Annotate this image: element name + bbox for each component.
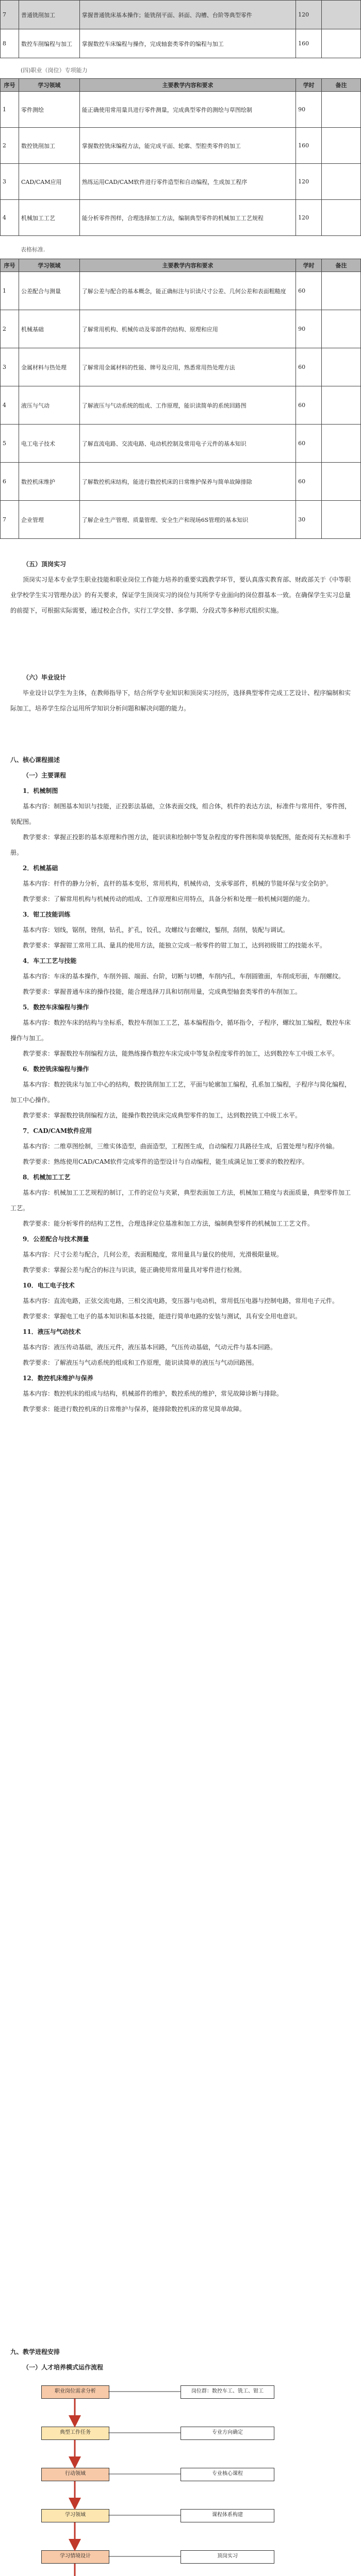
- course-paragraph: 教学要求：了解液压与气动系统的组成和工作原理，能识读简单的液压与气动回路图。: [23, 1359, 258, 1366]
- flow-connectors: [41, 2385, 278, 2576]
- table-row: 4 液压与气动 了解液压与气动系统的组成、工作原理，能识读简单的系统回路图 60: [1, 386, 361, 425]
- table-row: 6 数控机床维护 了解数控机床结构，能进行数控机床的日常维护保养与简单故障排除 60: [1, 463, 361, 501]
- table-row: 7 企业管理 了解企业生产管理、质量管理、安全生产和现场6S管理的基本知识 30: [1, 501, 361, 539]
- flow-node: 职业岗位需求分析: [41, 2385, 109, 2399]
- course-paragraph: 基本内容：数控机床的组成与结构，机械部件的维护，数控系统的维护，常见故障诊断与排除。: [23, 1390, 283, 1397]
- course-title: 4．车工工艺与技能: [23, 957, 77, 964]
- section-title: （一）主要课程: [23, 772, 67, 779]
- course-paragraph: 教学要求：能分析零件的结构工艺性，合理选择定位基准和加工方法，编制典型零件的机械加工工艺文件。: [23, 1220, 314, 1227]
- course-title: 1．机械制图: [23, 787, 58, 794]
- table-row: 3 金属材料与热处理 了解常用金属材料的性能、牌号及应用，熟悉常用热处理方法 60: [1, 348, 361, 386]
- course-paragraph: 基本内容：机械加工工艺规程的制订，工件的定位与夹紧，典型表面加工方法，机械加工精度与表面质量，典型零件加工工艺。: [10, 1189, 351, 1212]
- flow-node: 专业核心课程: [180, 2468, 274, 2481]
- course-paragraph: 教学要求：能进行数控机床的日常维护与保养，能排除数控机床的常见简单故障。: [23, 1405, 246, 1413]
- course-paragraph: 基本内容：直流电路，正弦交流电路，三相交流电路，变压器与电动机，常用低压电器与控制电路，常用电子元件。: [23, 1297, 339, 1304]
- section-internship: [10, 556, 351, 618]
- paragraph: 毕业设计以学生为主体，在教师指导下，结合所学专业知识和顶岗实习经历，选择典型零件完成工艺设计、程序编制和实际加工，培养学生综合运用所学知识分析问题和解决问题的能力。: [10, 689, 351, 712]
- course-paragraph: 基本内容：尺寸公差与配合，几何公差，表面粗糙度，常用量具与量仪的使用，光滑极限量规。: [23, 1251, 283, 1258]
- course-title: 2．机械基础: [23, 865, 58, 872]
- course-paragraph: 教学要求：掌握电工电子的基本知识和基本技能，能进行简单电路的安装与测试，具有安全用电意识。: [23, 1313, 302, 1320]
- flow-node: 典型工作任务: [41, 2427, 109, 2440]
- table-row: 3 CAD/CAM应用 熟练运用CAD/CAM软件进行零件造型和自动编程，生成加工程序 120: [1, 164, 361, 200]
- course-paragraph: 教学要求：了解常用机构与机械传动的组成、工作原理和应用特点，具备分析和处理一般机械问题的能力。: [23, 895, 314, 903]
- caption: (四)职业（岗位）专项能力: [21, 67, 88, 74]
- course-paragraph: 教学要求：掌握数控铣削编程方法，能操作数控铣床完成典型零件的加工，达到数控铣工中级工水平。: [23, 1112, 302, 1119]
- course-title: 8．机械加工工艺: [23, 1174, 71, 1181]
- course-paragraph: 教学要求：掌握普通车床的操作技能，能合理选择刀具和切削用量，完成典型轴套类零件的车削加工。: [23, 988, 302, 995]
- table-row: 1 零件测绘 能正确使用常用量具进行零件测量，完成典型零件的测绘与草图绘制 90: [1, 92, 361, 128]
- caption: 表格标准.: [21, 246, 45, 253]
- table-3: [0, 259, 361, 539]
- flow-node: 行动领域: [41, 2468, 109, 2481]
- course-paragraph: 基本内容：杆件的静力分析，直杆的基本变形，常用机构，机械传动，支承零部件，机械的节能环保与安全防护。: [23, 880, 333, 887]
- course-title: 5．数控车床编程与操作: [23, 1004, 89, 1011]
- course-title: 10．电工电子技术: [23, 1282, 75, 1289]
- flow-node: 学习情境设计: [41, 2550, 109, 2564]
- course-title: 9．公差配合与技术测量: [23, 1235, 89, 1243]
- course-paragraph: 基本内容：二维草图绘制，三维实体造型，曲面造型，工程图生成，自动编程刀具路径生成，后置处理与程序传输。: [23, 1143, 339, 1150]
- flow-node: 课程体系构建: [180, 2509, 274, 2522]
- course-paragraph: 教学要求：熟练使用CAD/CAM软件完成零件的造型设计与自动编程，能生成满足加工要求的数控程序。: [23, 1158, 308, 1165]
- course-paragraph: 基本内容：数控铣床与加工中心的结构，数控铣削加工工艺，平面与轮廓加工编程，孔系加工编程，子程序与简化编程，加工中心操作。: [10, 1081, 351, 1104]
- course-paragraph: 基本内容：车床的基本操作，车削外圆、端面、台阶，切断与切槽，车削内孔，车削圆锥面，车削成形面，车削螺纹。: [23, 973, 345, 980]
- course-list: [10, 783, 351, 1417]
- course-paragraph: 基本内容：数控车床的结构与坐标系，数控车削加工工艺，基本编程指令，循环指令，子程序，螺纹加工编程，数控车床操作与加工。: [10, 1019, 351, 1042]
- course-title: 12．数控机床维护与保养: [23, 1375, 93, 1382]
- course-paragraph: 基本内容：液压传动基础，液压元件，液压基本回路，气压传动基础，气动元件与基本回路。: [23, 1344, 277, 1351]
- flow-diagram: [41, 2385, 278, 2576]
- table-row: 1 公差配合与测量 了解公差与配合的基本概念，能正确标注与识读尺寸公差、几何公差和表面粗糙度 60: [1, 272, 361, 310]
- course-paragraph: 教学要求：掌握数控车削编程方法，能熟练操作数控车床完成中等复杂程度零件的加工，达到数控车工中级工水平。: [23, 1050, 339, 1057]
- course-paragraph: 教学要求：掌握钳工常用工具、量具的使用方法，能独立完成一般零件的钳工加工，达到初级钳工的技能水平。: [23, 942, 326, 949]
- course-paragraph: 基本内容：制图基本知识与技能，正投影法基础，立体表面交线，组合体，机件的表达方法，标准件与常用件，零件图，装配图。: [10, 803, 351, 825]
- table-row: 2 数控铣削加工 掌握数控铣床编程方法，能完成平面、轮廓、型腔类零件的加工 160: [1, 128, 361, 164]
- course-descriptions: [10, 752, 351, 1417]
- table-header-row: 序号 学习领域 主要教学内容和要求 学时 备注: [1, 79, 361, 92]
- part-title: 九、教学进程安排: [10, 2348, 60, 2355]
- table-row: 8 数控车削编程与加工 掌握数控车床编程与操作，完成轴套类零件的编程与加工 160: [1, 29, 361, 58]
- table-row: 4 机械加工工艺 能分析零件图样，合理选择加工方法，编制典型零件的机械加工工艺规程 120: [1, 200, 361, 236]
- course-title: 3．钳工技能训练: [23, 911, 71, 918]
- flow-node: 学习领域: [41, 2509, 109, 2522]
- table-row: 7 普通铣削加工 掌握普通铣床基本操作；能铣削平面、斜面、沟槽、台阶等典型零件 120: [1, 1, 361, 29]
- section-title: （一）人才培养模式运作流程: [23, 2364, 104, 2371]
- flow-node: 专业方向确定: [180, 2427, 274, 2440]
- course-title: 11．液压与气动技术: [23, 1328, 81, 1335]
- flow-node: 顶岗实习: [180, 2550, 274, 2564]
- paragraph: 顶岗实习是本专业学生职业技能和职业岗位工作能力培养的重要实践教学环节，要认真落实教育部、财政部关于《中等职业学校学生实习管理办法》的有关要求，保证学生顶岗实习的岗位与其所学专业面向的岗位群基本一致。在确保学生实习总量的前提下，可根据实际需要，通过校企合作，实行工学交替、多学期、分段式等多种形式组织实施。: [10, 576, 351, 614]
- course-paragraph: 教学要求：掌握正投影的基本原理和作图方法，能识读和绘制中等复杂程度的零件图和简单装配图，能查阅有关标准和手册。: [10, 834, 351, 856]
- section-title: （五）顶岗实习: [23, 561, 67, 568]
- course-title: 7．CAD/CAM软件应用: [23, 1127, 92, 1134]
- table-continued: [0, 0, 361, 58]
- flow-node: 岗位群：数控车工、铣工、钳工: [180, 2385, 274, 2399]
- table-row: 5 电工电子技术 了解直流电路、交流电路、电动机控制及常用电子元件的基本知识 60: [1, 425, 361, 463]
- course-title: 6．数控铣床编程与操作: [23, 1065, 89, 1073]
- part-9: [10, 2344, 351, 2375]
- course-paragraph: 教学要求：掌握公差与配合的标注与识读，能正确使用常用量具对零件进行检测。: [23, 1266, 246, 1274]
- part-title: 八、核心课程描述: [10, 756, 60, 764]
- section-graduation: [10, 670, 351, 716]
- table-header-row: 序号 学习领域 主要教学内容和要求 学时 备注: [1, 259, 361, 272]
- table-row: 2 机械基础 了解常用机构、机械传动及零部件的结构、原理和应用 90: [1, 310, 361, 348]
- section-title: （六）毕业设计: [23, 674, 67, 681]
- table-2: [0, 78, 361, 236]
- course-paragraph: 基本内容：划线，锯削，锉削，钻孔，扩孔，铰孔，攻螺纹与套螺纹，錾削，刮削，装配与调试。: [23, 926, 289, 934]
